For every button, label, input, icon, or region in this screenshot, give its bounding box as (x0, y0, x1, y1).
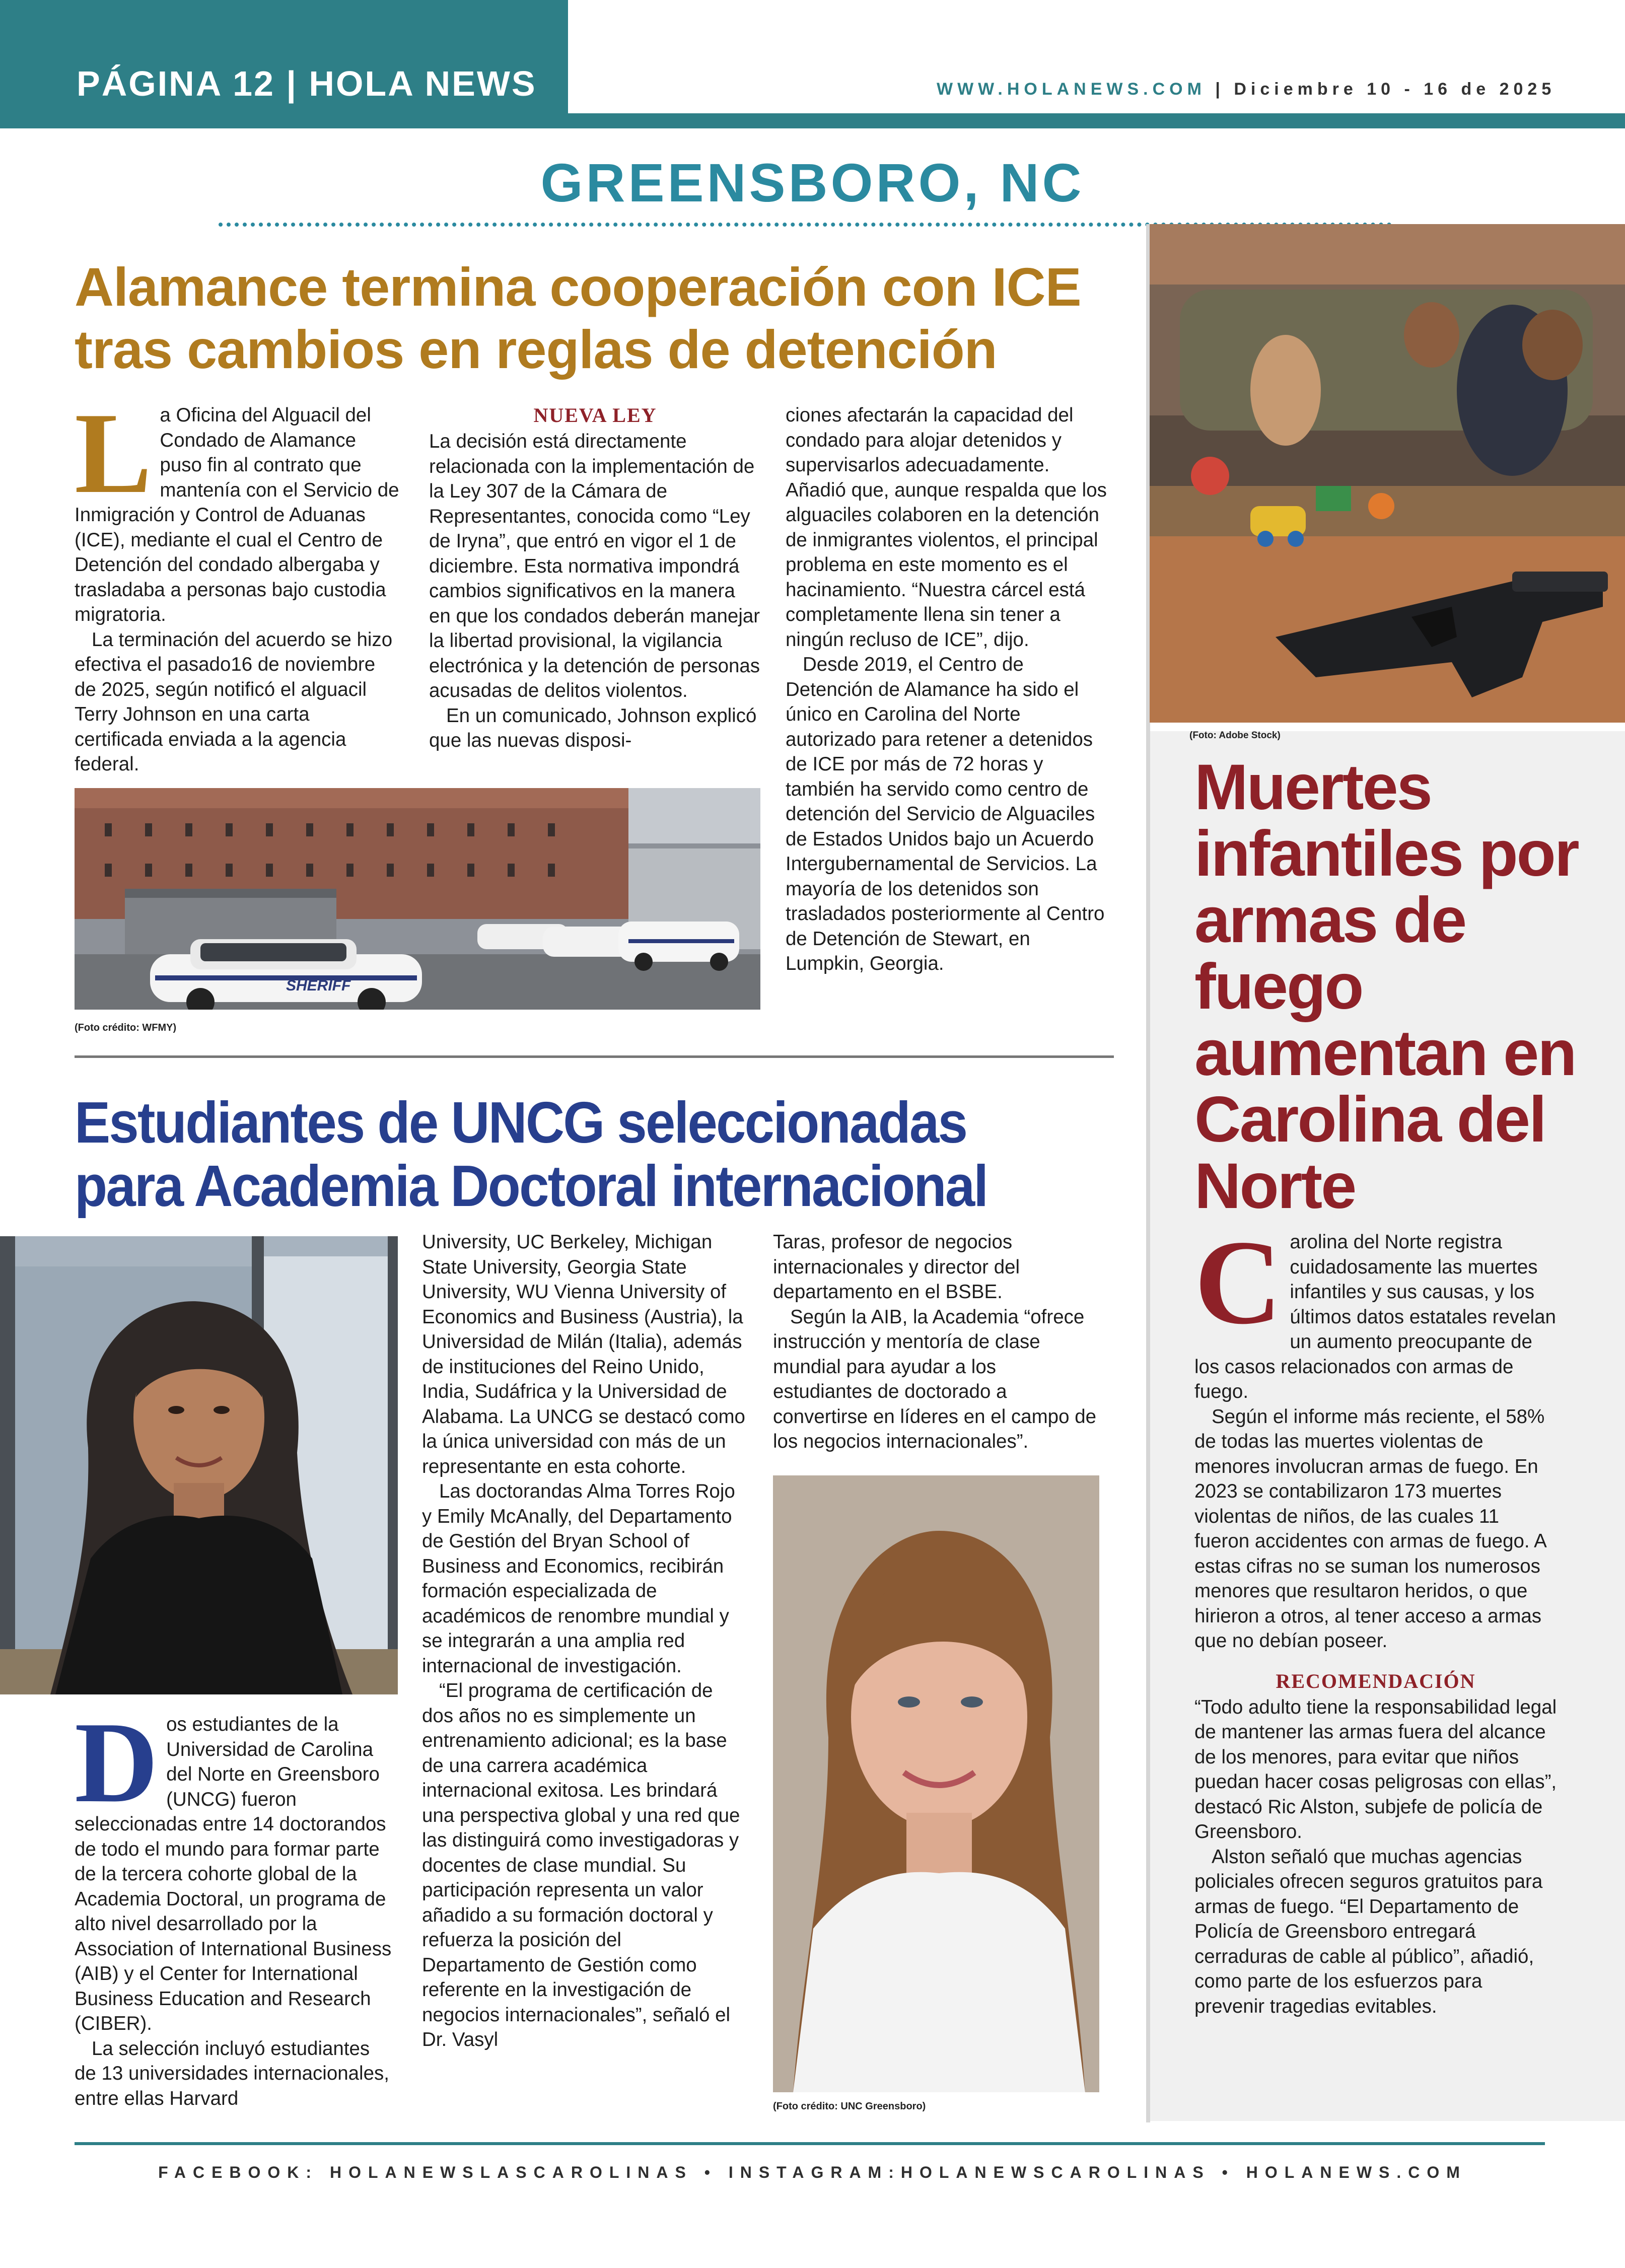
article3-subhead: RECOMENDACIÓN (1276, 1669, 1476, 1692)
article1-paragraph: La decisión está directamente relacionada con la implementación de la Ley 307 de la Cámara de Representantes, conocida como “Ley de Iryna”, que entró en vigor el 1 de diciembre. Esta normativa impondrá cambios significativos en la manera en que los condados deberán manejar la libertad provisional, la vigilancia electrónica y la detención de personas acusadas de delitos violentos. (429, 431, 760, 701)
article1-photo-jail (75, 788, 760, 1010)
separator: | (1206, 80, 1234, 99)
site-and-date (937, 80, 1556, 99)
article2-drop-cap: D (75, 1698, 159, 1826)
article2-column-3 (773, 1230, 1100, 1454)
article1-column-1 (75, 389, 402, 777)
article3-paragraph: Según el informe más reciente, el 58% de todas las muertes violentas de menores involucran armas de fuego. En 2023 se contabilizaron 173 muertes violentas de niños, de las cuales 11 fueron accidentes con armas de fuego. A estas cifras no se suman los numerosos menores que resultaron heridos, o que hirieron a otros, al tener acceso a armas que no debían poseer. (1194, 1405, 1546, 1652)
gun-toys-illustration (1150, 224, 1625, 723)
article3-photo-caption: (Foto: Adobe Stock) (1189, 730, 1281, 741)
article2-column-1 (75, 1698, 392, 2111)
article1-photo-caption: (Foto crédito: WFMY) (75, 1022, 177, 1033)
article2-paragraph: Las doctorandas Alma Torres Rojo y Emily McAnally, del Departamento de Gestión del Bryan School of Business and Economics, recibirán formación especializada de académicos de renombre mundial y se integrarán a una amplia red internacional de investigación. (422, 1480, 735, 1677)
article1-column-2 (429, 403, 761, 753)
article1-column-3 (786, 403, 1113, 976)
footer-social-links[interactable]: FACEBOOK: HOLANEWSLASCAROLINAS • INSTAGRAM:HOLANEWSCAROLINAS • HOLANEWS.COM (158, 2163, 1467, 2181)
article1-drop-cap: L (75, 389, 152, 517)
header-bar (0, 113, 1625, 128)
article2-paragraph: “El programa de certificación de dos años no es simplemente un entrenamiento adicional; es la base de una carrera académica internacional exitosa. Les brindará una perspectiva global y una red que las distinguirá como investigadoras y docentes de clase mundial. Su participación representa un valor añadido a su formación doctoral y refuerza la posición del Departamento de Gestión como referente en la investigación de negocios internacionales”, señaló el Dr. Vasyl (422, 1680, 740, 2050)
article3-headline: Muertes infantiles por armas de fuego aumentan en Carolina del Norte (1194, 751, 1578, 1222)
article3-body (1194, 1215, 1557, 2019)
article1-paragraph: a Oficina del Alguacil del Condado de Alamance puso fin al contrato que mantenía con el Servicio de Inmigración y Control de Aduanas (ICE), mediante el cual el Centro de Detención del condado albergaba y trasladaba a personas bajo custodia migratoria. (75, 404, 399, 625)
article3-paragraph: Alston señaló que muchas agencias policiales ofrecen seguros gratuitos para armas de fuego. “El Departamento de Policía de Greensboro entregará cerraduras de cable al público”, añadió, como parte de los esfuerzos para prevenir tragedias evitables. (1194, 1846, 1543, 2017)
article2-headline: Estudiantes de UNCG seleccionadas para Academia Doctoral internacional (75, 1090, 987, 1219)
website-link[interactable]: WWW.HOLANEWS.COM (937, 80, 1206, 99)
article2-paragraph: Según la AIB, la Academia “ofrece instrucción y mentoría de clase mundial para ayudar a los estudiantes de doctorado a convertirse en líderes en el campo de los negocios internacionales”. (773, 1306, 1097, 1452)
page-label: PÁGINA 12 | HOLA NEWS (77, 64, 537, 103)
article1-paragraph: ciones afectarán la capacidad del condado para alojar detenidos y supervisarlos adecuadamente. Añadió que, aunque respalda que los alguaciles colaboren en la detención de inmigrantes violentos, el principal problema en este momento es el hacinamiento. “Nuestra cárcel está completamente llena sin tener a ningún recluso de ICE”, dijo. (786, 404, 1107, 651)
article2-paragraph: Taras, profesor de negocios internacionales y director del departamento en el BSBE. (773, 1231, 1020, 1303)
jail-photo-illustration (75, 788, 760, 1010)
article2-photo-student-2 (773, 1475, 1099, 2092)
section-title: GREENSBORO, NC (540, 152, 1085, 213)
article2-paragraph: os estudiantes de la Universidad de Carolina del Norte en Greensboro (UNCG) fueron seleccionadas entre 14 doctorandos de todo el mundo para formar parte de la tercera cohorte global de la Academia Doctoral, un programa de alto nivel desarrollado por la Association of International Business (AIB) y el Center for International Business Education and Research (CIBER). (75, 1714, 392, 2034)
article2-paragraph: La selección incluyó estudiantes de 13 universidades internacionales, entre ellas Harvard (75, 2037, 389, 2109)
student-2-portrait (773, 1475, 1099, 2092)
article2-paragraph: University, UC Berkeley, Michigan State University, Georgia State University, WU Vienna University of Economics and Business (Austria), la Universidad de Milán (Italia), además de instituciones del Reino Unido, India, Sudáfrica y la Universidad de Alabama. La UNCG se destacó como la única universidad con más de un representante en esta cohorte. (422, 1231, 745, 1477)
article1-paragraph: Desde 2019, el Centro de Detención de Alamance ha sido el único en Carolina del Norte autorizado para retener a detenidos de ICE por más de 72 horas y también ha servido como centro de detención del Servicio de Alguaciles de Estados Unidos bajo un Acuerdo Intergubernamental de Servicios. La mayoría de los detenidos son trasladados posteriormente al Centro de Detención de Stewart, en Lumpkin, Georgia. (786, 654, 1105, 974)
article2-photo-caption: (Foto crédito: UNC Greensboro) (773, 2101, 926, 2112)
article2-photo-student-1 (0, 1236, 398, 1694)
date-range: Diciembre 10 - 16 de 2025 (1234, 80, 1556, 99)
student-1-portrait (0, 1236, 398, 1694)
article1-headline: Alamance termina cooperación con ICE tras cambios en reglas de detención (75, 256, 1081, 380)
footer-rule (75, 2142, 1545, 2145)
article-divider (75, 1055, 1114, 1058)
article2-column-2 (422, 1230, 749, 2052)
article3-drop-cap: C (1194, 1215, 1282, 1349)
article3-paragraph: “Todo adulto tiene la responsabilidad legal de mantener las armas fuera del alcance de los menores, para evitar que niños puedan hacer cosas peligrosas con ellas”, destacó Ric Alston, subjefe de policía de Greensboro. (1194, 1696, 1557, 1842)
article1-subhead: NUEVA LEY (533, 404, 657, 427)
article3-paragraph: arolina del Norte registra cuidadosamente las muertes infantiles y sus causas, y los últimos datos estatales revelan un aumento preocupante de los casos relacionados con armas de fuego. (1194, 1231, 1556, 1402)
article1-paragraph: En un comunicado, Johnson explicó que las nuevas disposi- (429, 704, 757, 751)
article3-photo-gun (1150, 224, 1625, 723)
article1-paragraph: La terminación del acuerdo se hizo efectiva el pasado16 de noviembre de 2025, según notificó el alguacil Terry Johnson en una carta certificada enviada a la agencia federal. (75, 628, 393, 775)
car-sheriff-text: SHERIFF (286, 977, 351, 994)
